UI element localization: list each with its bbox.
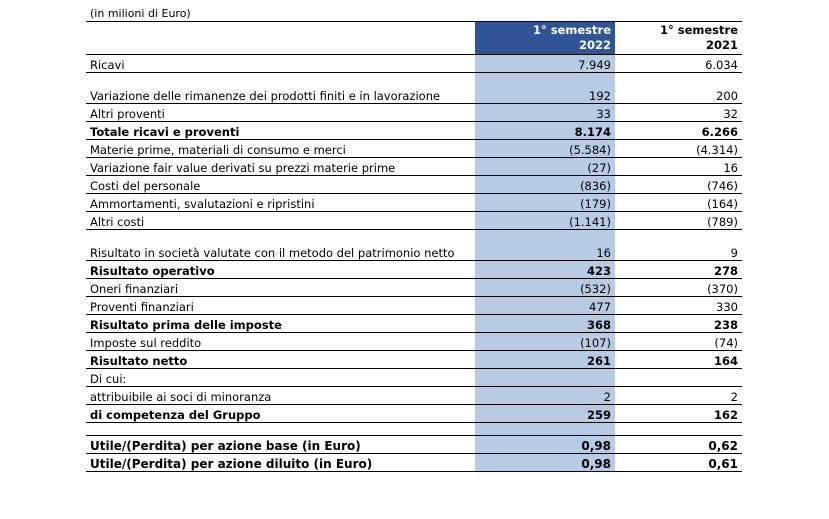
value-2022: (179) [475, 194, 615, 212]
row-label: Imposte sul reddito [86, 333, 475, 351]
row-label: Risultato prima delle imposte [86, 315, 475, 333]
table-row [86, 351, 742, 369]
value-2022: 2 [475, 387, 615, 405]
value-2021: 278 [615, 261, 742, 279]
header-previous-line1: 1° semestre [660, 23, 738, 37]
table-row [86, 369, 742, 387]
table-row [86, 454, 742, 472]
value-2022: 33 [475, 104, 615, 122]
value-2022 [475, 369, 615, 387]
row-label: Proventi finanziari [86, 297, 475, 315]
header-previous-line2: 2021 [705, 38, 738, 52]
value-2022: 192 [475, 73, 615, 104]
value-2021: 0,61 [615, 454, 742, 472]
value-2021: 6.034 [615, 55, 742, 73]
header-current-line2: 2022 [578, 38, 611, 52]
value-2022: 477 [475, 297, 615, 315]
value-2022: 259 [475, 405, 615, 423]
value-2021: (164) [615, 194, 742, 212]
row-label: Di cui: [86, 369, 475, 387]
table-row [86, 261, 742, 279]
value-2022: 16 [475, 230, 615, 261]
value-2022: (836) [475, 176, 615, 194]
value-2021: (370) [615, 279, 742, 297]
row-label: Altri costi [86, 212, 475, 230]
table-row [86, 104, 742, 122]
value-2022: (5.584) [475, 140, 615, 158]
row-label: Variazione fair value derivati su prezzi materie prime [86, 158, 475, 176]
table-row [86, 122, 742, 140]
value-2022: 0,98 [475, 436, 615, 454]
row-label: Risultato in società valutate con il metodo del patrimonio netto [86, 230, 475, 261]
value-2022: (1.141) [475, 212, 615, 230]
value-2022: (107) [475, 333, 615, 351]
row-label: Costi del personale [86, 176, 475, 194]
spacer-cell [86, 423, 475, 436]
header-previous-period [615, 22, 742, 55]
value-2021: 162 [615, 405, 742, 423]
header-label-cell [86, 22, 475, 55]
row-label: Ricavi [86, 55, 475, 73]
table-row [86, 279, 742, 297]
value-2021: 9 [615, 230, 742, 261]
value-2021: 330 [615, 297, 742, 315]
value-2022: 261 [475, 351, 615, 369]
spacer-row [86, 423, 742, 436]
table-row [86, 176, 742, 194]
row-label: Risultato operativo [86, 261, 475, 279]
header-current-period [475, 22, 615, 55]
table-row [86, 212, 742, 230]
table-row [86, 55, 742, 73]
value-2021: 32 [615, 104, 742, 122]
value-2021: 200 [615, 73, 742, 104]
table-row [86, 297, 742, 315]
value-2021 [615, 369, 742, 387]
value-2022: (27) [475, 158, 615, 176]
value-2021: (74) [615, 333, 742, 351]
table-row [86, 333, 742, 351]
value-2021: 164 [615, 351, 742, 369]
row-label: Ammortamenti, svalutazioni e ripristini [86, 194, 475, 212]
table-row [86, 315, 742, 333]
value-2022: 423 [475, 261, 615, 279]
income-table [86, 21, 742, 472]
table-row [86, 158, 742, 176]
value-2021: (746) [615, 176, 742, 194]
value-2021: 238 [615, 315, 742, 333]
table-row [86, 73, 742, 104]
value-2021: 16 [615, 158, 742, 176]
spacer-cell [615, 423, 742, 436]
unit-note: (in milioni di Euro) [90, 7, 191, 20]
table-row [86, 405, 742, 423]
value-2022: (532) [475, 279, 615, 297]
value-2021: (4.314) [615, 140, 742, 158]
table-row [86, 140, 742, 158]
row-label: Risultato netto [86, 351, 475, 369]
value-2022: 8.174 [475, 122, 615, 140]
income-statement [86, 6, 742, 472]
row-label: Oneri finanziari [86, 279, 475, 297]
row-label: Materie prime, materiali di consumo e merci [86, 140, 475, 158]
row-label: attribuibile ai soci di minoranza [86, 387, 475, 405]
table-header [86, 22, 742, 55]
value-2022: 0,98 [475, 454, 615, 472]
value-2022: 368 [475, 315, 615, 333]
table-row [86, 436, 742, 454]
value-2021: 0,62 [615, 436, 742, 454]
spacer-cell [475, 423, 615, 436]
value-2021: 6.266 [615, 122, 742, 140]
table-row [86, 230, 742, 261]
row-label: di competenza del Gruppo [86, 405, 475, 423]
table-row [86, 387, 742, 405]
row-label: Variazione delle rimanenze dei prodotti finiti e in lavorazione [86, 73, 475, 104]
value-2021: 2 [615, 387, 742, 405]
header-current-line1: 1° semestre [533, 23, 611, 37]
table-row [86, 194, 742, 212]
row-label: Totale ricavi e proventi [86, 122, 475, 140]
value-2022: 7.949 [475, 55, 615, 73]
row-label: Altri proventi [86, 104, 475, 122]
row-label: Utile/(Perdita) per azione base (in Euro) [86, 436, 475, 454]
value-2021: (789) [615, 212, 742, 230]
row-label: Utile/(Perdita) per azione diluito (in Euro) [86, 454, 475, 472]
